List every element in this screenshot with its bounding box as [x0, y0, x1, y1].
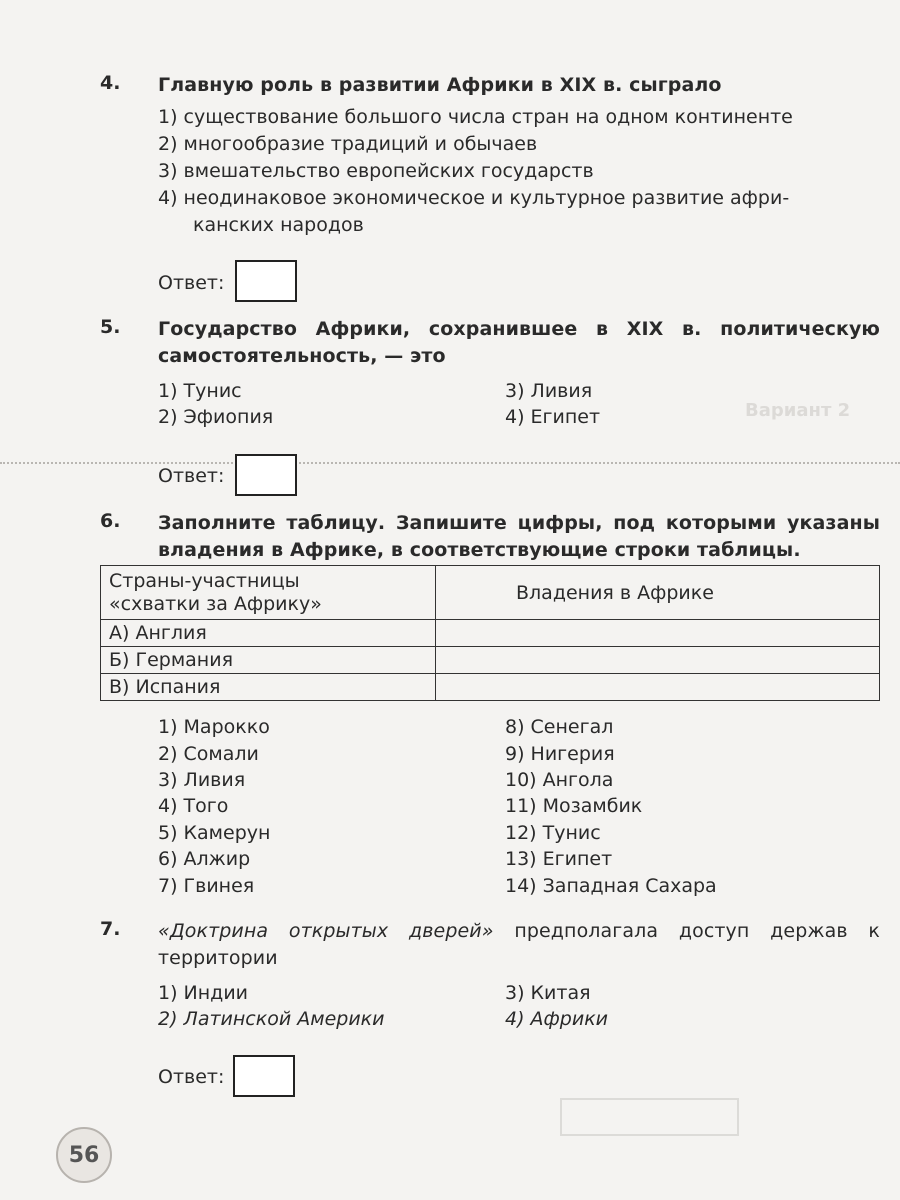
- table-header-countries-line2: «схватки за Африку»: [109, 592, 322, 615]
- holdings-table: [100, 565, 880, 701]
- question-4-text: Главную роль в развитии Африки в XIX в. сыграло: [158, 74, 722, 96]
- question-4-option-3[interactable]: 3) вмешательство европейских государств: [158, 160, 594, 182]
- table-row-germany: Б) Германия: [101, 647, 436, 674]
- question-7-number: 7.: [100, 918, 121, 940]
- table-cell-england-holdings[interactable]: [436, 620, 880, 647]
- question-6-text-emphasis: цифры: [517, 512, 596, 534]
- question-7-answer-label: Ответ:: [158, 1066, 225, 1088]
- question-5-answer-label: Ответ:: [158, 465, 225, 487]
- question-5-option-1[interactable]: 1) Тунис: [158, 380, 242, 402]
- holding-option-7: 7) Гвинея: [158, 875, 255, 897]
- question-7-option-2[interactable]: 2) Латинской Америки: [158, 1008, 385, 1030]
- holding-option-1: 1) Марокко: [158, 716, 270, 738]
- question-7-text-rest: предполагала доступ держав к территории: [158, 920, 880, 969]
- question-7-text: [158, 918, 880, 972]
- question-7-answer-box[interactable]: [233, 1055, 295, 1097]
- question-6-text-end: , под которыми указаны владения в Африке, в соответствующие строки таблицы.: [158, 512, 880, 561]
- question-6-number: 6.: [100, 510, 121, 532]
- question-4-option-2[interactable]: 2) многообразие традиций и обычаев: [158, 133, 538, 155]
- bleed-through-text: Вариант 2: [745, 400, 851, 421]
- question-5-answer-box[interactable]: [235, 454, 297, 496]
- holding-option-11: 11) Мозамбик: [505, 795, 643, 817]
- holding-option-5: 5) Камерун: [158, 822, 271, 844]
- question-4-option-4[interactable]: 4) неодинаковое экономическое и культурное развитие афри-: [158, 187, 790, 209]
- page-number: 56: [56, 1127, 112, 1183]
- table-header-holdings: Владения в Африке: [436, 566, 880, 620]
- question-5-option-2[interactable]: 2) Эфиопия: [158, 406, 274, 428]
- question-7-text-doctrine: «Доктрина открытых дверей»: [158, 920, 494, 942]
- question-4-number: 4.: [100, 72, 121, 94]
- bleed-through-divider: [0, 462, 900, 464]
- question-5-option-4[interactable]: 4) Египет: [505, 406, 601, 428]
- question-4-option-4-continued: канских народов: [193, 214, 364, 236]
- table-row-england: А) Англия: [101, 620, 436, 647]
- question-7-option-4[interactable]: 4) Африки: [505, 1008, 609, 1030]
- question-6-text: [158, 510, 880, 564]
- holding-option-2: 2) Сомали: [158, 743, 259, 765]
- question-7-option-1[interactable]: 1) Индии: [158, 982, 249, 1004]
- holding-option-9: 9) Нигерия: [505, 743, 615, 765]
- holding-option-13: 13) Египет: [505, 848, 613, 870]
- table-header-countries: [101, 566, 436, 620]
- table-row-spain: В) Испания: [101, 674, 436, 701]
- holding-option-4: 4) Того: [158, 795, 229, 817]
- holding-option-8: 8) Сенегал: [505, 716, 614, 738]
- holding-option-6: 6) Алжир: [158, 848, 251, 870]
- holding-option-12: 12) Тунис: [505, 822, 601, 844]
- question-4-option-1[interactable]: 1) существование большого числа стран на одном континенте: [158, 106, 793, 128]
- holding-option-3: 3) Ливия: [158, 769, 246, 791]
- question-6-text-start: Заполните таблицу. Запишите: [158, 512, 518, 534]
- question-5-option-3[interactable]: 3) Ливия: [505, 380, 593, 402]
- table-cell-germany-holdings[interactable]: [436, 647, 880, 674]
- question-5-number: 5.: [100, 316, 121, 338]
- question-4-answer-box[interactable]: [235, 260, 297, 302]
- table-header-countries-line1: Страны-участницы: [109, 569, 300, 592]
- question-4-answer-label: Ответ:: [158, 272, 225, 294]
- holding-option-10: 10) Ангола: [505, 769, 614, 791]
- table-cell-spain-holdings[interactable]: [436, 674, 880, 701]
- question-7-option-3[interactable]: 3) Китая: [505, 982, 591, 1004]
- bleed-through-box: [560, 1098, 739, 1141]
- question-5-text: Государство Африки, сохранившее в XIX в. политическую самостоятельность, — это: [158, 318, 880, 367]
- holding-option-14: 14) Западная Сахара: [505, 875, 717, 897]
